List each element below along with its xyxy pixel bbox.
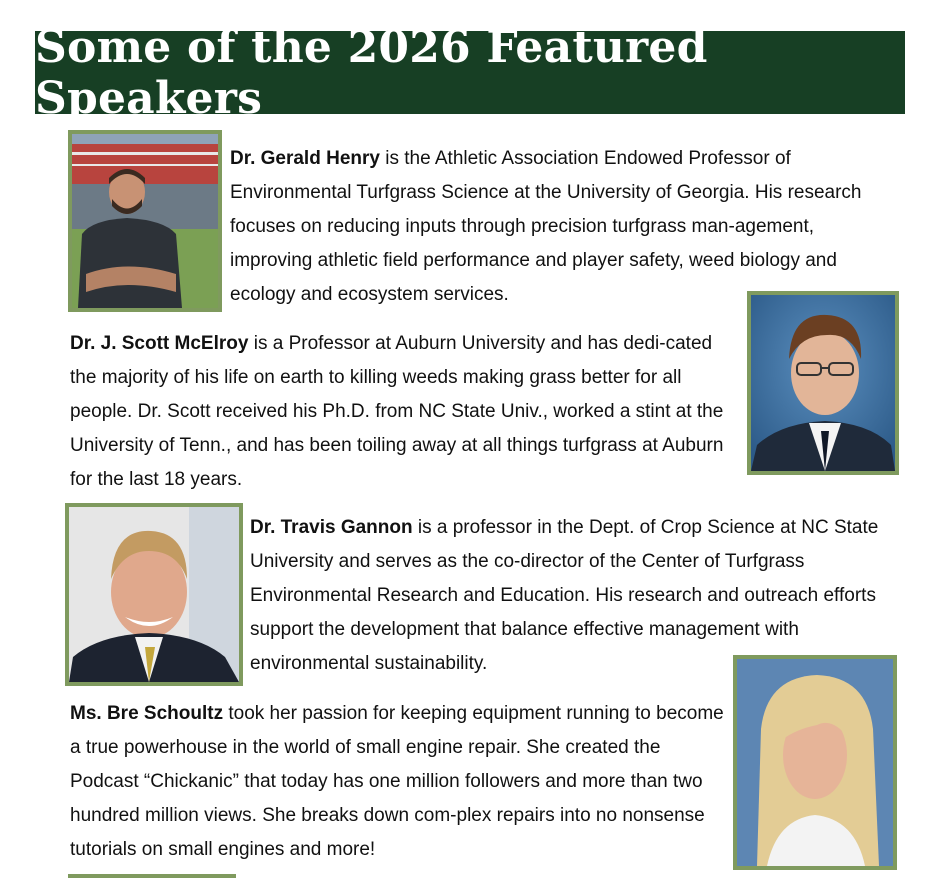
speaker-photo-mcelroy [747, 291, 899, 475]
speaker-photo-gannon [65, 503, 243, 686]
speaker-text-gannon: is a professor in the Dept. of Crop Science at NC State University and serves as the co-director of the Center of Turfgrass Environmental Research and Education. His research and outreach efforts support the development that balance effective management with environmental sustainability. [250, 517, 879, 674]
speaker-name-schoultz: Ms. Bre Schoultz [70, 703, 224, 724]
speaker-name-henry: Dr. Gerald Henry [230, 148, 380, 169]
next-photo-border-edge [68, 874, 236, 878]
speaker-photo-schoultz [733, 655, 897, 870]
speaker-text-henry: is the Athletic Association Endowed Professor of Environmental Turfgrass Science at the University of Georgia. His research focuses on reducing inputs through precision turfgrass man-agement, improving athletic field performance and player safety, weed biology and ecology and ecosystem services. [230, 148, 862, 305]
speaker-bio-schoultz [70, 697, 726, 867]
speaker-name-gannon: Dr. Travis Gannon [250, 517, 413, 538]
speaker-photo-henry [68, 130, 222, 312]
speaker-bio-mcelroy [70, 327, 740, 497]
page-title: Some of the 2026 Featured Speakers [35, 21, 708, 124]
speaker-bio-henry [230, 142, 895, 312]
speaker-text-schoultz: took her passion for keeping equipment running to become a true powerhouse in the world of small engine repair. She created the Podcast “Chickanic” that today has one million followers and more than two hundred million views. She breaks down com-plex repairs into no nonsense tutorials on small engines and more! [70, 703, 724, 860]
speaker-name-mcelroy: Dr. J. Scott McElroy [70, 333, 249, 354]
speaker-text-mcelroy: is a Professor at Auburn University and has dedi-cated the majority of his life on earth to killing weeds making grass better for all people. Dr. Scott received his Ph.D. from NC State Univ., worked a stint at the University of Tenn., and has been toiling away at all things turfgrass at Auburn for the last 18 years. [70, 333, 724, 490]
title-banner [35, 21, 905, 124]
